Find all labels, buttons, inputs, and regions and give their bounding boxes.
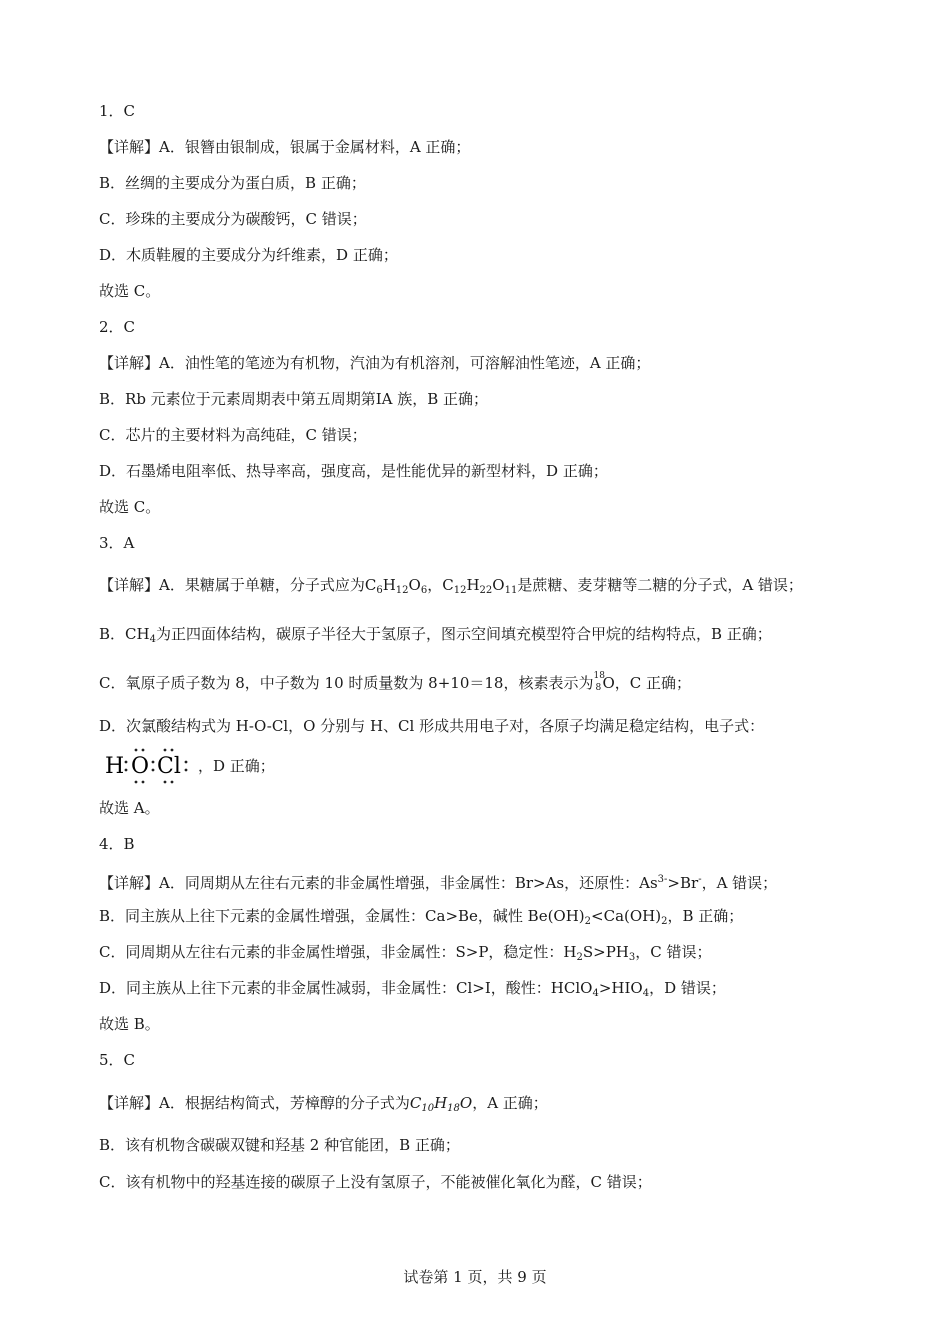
formula-sucrose: $C_{12}H_{22}O_{11}$ [442, 576, 518, 596]
q4-option-a: 【详解】A．同周期从左往右元素的非金属性增强，非金属性：Br>As，还原性：$As^{3-}>Br^-$，A 错误； [99, 874, 778, 892]
q5-option-b: B．该有机物含碳碳双键和羟基 2 种官能团，B 正确； [99, 1136, 460, 1154]
q4-answer: 4．B [99, 835, 135, 853]
q5-option-a: 【详解】A．根据结构简式，芳樟醇的分子式为$C_{10}H_{18}O$，A 正确； [99, 1094, 548, 1114]
formula-fructose: $C_6H_{12}O_6$ [364, 576, 428, 596]
q1-selection: 故选 C。 [99, 282, 161, 300]
q4-option-c: C．同周期从左往右元素的非金属性增强，非金属性：S>P，稳定性：$H_2S>PH_3$，C 错误； [99, 943, 712, 963]
q5-answer: 5．C [99, 1051, 136, 1069]
q1-answer: 1．C [99, 102, 136, 120]
hocl-electron-formula [103, 746, 193, 786]
q2-selection: 故选 C。 [99, 498, 161, 516]
q3-selection: 故选 A。 [99, 799, 160, 817]
lewis-cl: Cl [157, 754, 181, 779]
q2-answer: 2．C [99, 318, 136, 336]
q1-option-b: B．丝绸的主要成分为蛋白质，B 正确； [99, 174, 366, 192]
q3-option-c: C．氧原子质子数为 8，中子数为 10 时质量数为 8+10＝18，核素表示为 18 8 O，C 正确； [99, 671, 692, 693]
page-footer: 试卷第 1 页，共 9 页 [403, 1268, 547, 1286]
q4-option-b: B．同主族从上往下元素的金属性增强，金属性：Ca>Be，碱性 $Be(OH)_2<Ca(OH)_2$，B 正确； [99, 907, 744, 927]
q3-option-b: B．$CH_4$为正四面体结构，碳原子半径大于氢原子，图示空间填充模型符合甲烷的结构特点，B 正确； [99, 625, 772, 645]
nuclide-notation: 18 8 [593, 671, 605, 693]
q3-answer: 3．A [99, 534, 135, 552]
q1-option-a: 【详解】A．银簪由银制成，银属于金属材料，A 正确； [99, 138, 471, 156]
q2-option-b: B．Rb 元素位于元素周期表中第五周期第IA 族，B 正确； [99, 390, 489, 408]
q4-selection: 故选 B。 [99, 1015, 160, 1033]
formula-methane: $CH_4$ [125, 625, 156, 645]
formula-linalool: $C_{10}H_{18}O$ [409, 1094, 473, 1114]
lewis-h: H [105, 754, 125, 779]
q5-option-c: C．该有机物中的羟基连接的碳原子上没有氢原子，不能被催化氧化为醛，C 错误； [99, 1173, 652, 1191]
lewis-o: O [131, 754, 150, 779]
q2-option-d: D．石墨烯电阻率低、热导率高，强度高，是性能优异的新型材料，D 正确； [99, 462, 608, 480]
q1-option-d: D．木质鞋履的主要成分为纤维素，D 正确； [99, 246, 398, 264]
q3-option-d-tail: ，D 正确； [198, 757, 275, 775]
q1-option-c: C．珍珠的主要成分为碳酸钙，C 错误； [99, 210, 367, 228]
q4-option-d: D．同主族从上往下元素的非金属性减弱，非金属性：Cl>I，酸性：$HClO_4>HIO_4$，D 错误； [99, 979, 726, 999]
q3-option-d: D．次氯酸结构式为 H-O-Cl，O 分别与 H、Cl 形成共用电子对，各原子均满足稳定结构，电子式： [99, 717, 765, 735]
q3-option-a: 【详解】A．果糖属于单糖，分子式应为$C_6H_{12}O_6$，$C_{12}H_{22}O_{11}$是蔗糖、麦芽糖等二糖的分子式，A 错误； [99, 576, 803, 596]
q2-option-a: 【详解】A．油性笔的笔迹为有机物，汽油为有机溶剂，可溶解油性笔迹，A 正确； [99, 354, 651, 372]
q2-option-c: C．芯片的主要材料为高纯硅，C 错误； [99, 426, 367, 444]
